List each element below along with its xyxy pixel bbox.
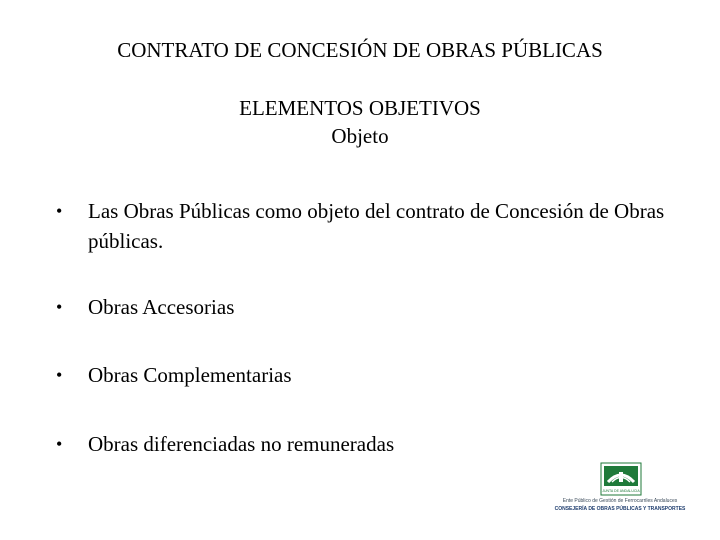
emblem-text: JUNTA DE ANDALUCIA <box>602 489 640 493</box>
junta-andalucia-logo <box>540 462 700 522</box>
bullet-text: Obras diferenciadas no remuneradas <box>88 432 395 456</box>
bullet-icon: • <box>56 434 63 454</box>
logo-caption-entity: Ente Público de Gestión de Ferrocarriles Andaluces <box>562 498 678 504</box>
slide-title: CONTRATO DE CONCESIÓN DE OBRAS PÚBLICAS <box>117 38 603 62</box>
bullet-text: Obras Accesorias <box>88 295 235 319</box>
bullet-item-obras-publicas <box>56 196 676 256</box>
bullet-item-obras-complementarias <box>56 360 676 390</box>
bullet-text: Las Obras Públicas como objeto del contrato de Concesión de Obras públicas. <box>88 199 665 253</box>
subtitle-heading: ELEMENTOS OBJETIVOS <box>239 96 481 120</box>
subtitle-subheading: Objeto <box>331 124 389 148</box>
bullet-item-obras-diferenciadas <box>56 429 676 459</box>
bullet-icon: • <box>56 201 63 221</box>
logo-caption-consejeria: CONSEJERÍA DE OBRAS PÚBLICAS Y TRANSPORTES <box>554 506 686 512</box>
bullet-item-obras-accesorias <box>56 292 676 322</box>
subtitle-block <box>0 94 720 150</box>
bullet-icon: • <box>56 297 63 317</box>
junta-andalucia-emblem-icon <box>600 462 642 496</box>
bullet-text: Obras Complementarias <box>88 363 292 387</box>
bullet-icon: • <box>56 365 63 385</box>
